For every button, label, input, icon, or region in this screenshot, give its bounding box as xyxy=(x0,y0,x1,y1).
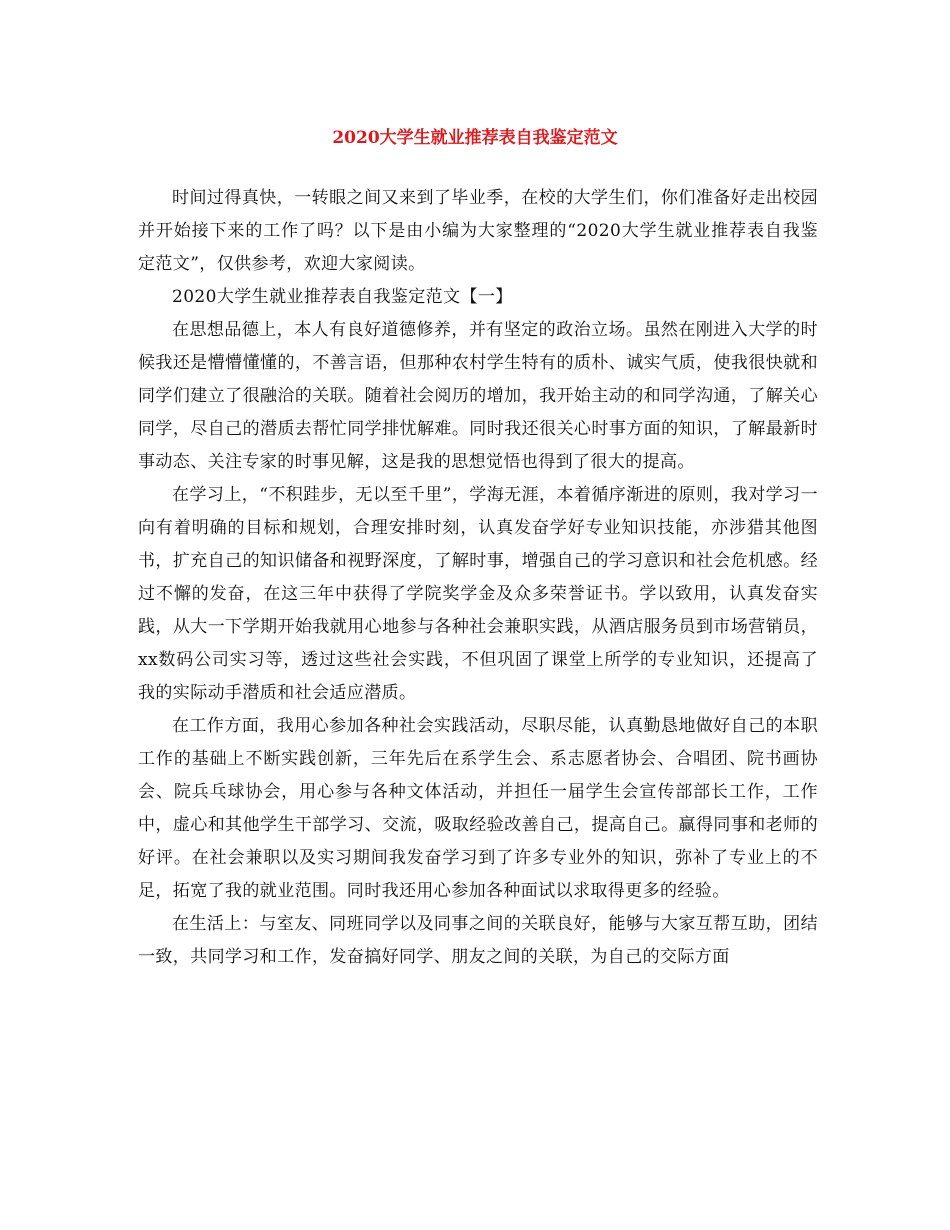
paragraph-ideology: 在思想品德上，本人有良好道德修养，并有坚定的政治立场。虽然在刚进入大学的时候我还是懵懵懂懂的，不善言语，但那种农村学生特有的质朴、诚实气质，使我很快就和同学们建立了很融洽的关联。随着社会阅历的增加，我开始主动的和同学沟通，了解关心同学，尽自己的潜质去帮忙同学排忧解难。同时我还很关心时事方面的知识，了解最新时事动态、关注专家的时事见解，这是我的思想觉悟也得到了很大的提高。 xyxy=(138,320,818,472)
paragraph-work: 在工作方面，我用心参加各种社会实践活动，尽职尽能，认真勤恳地做好自己的本职工作的基础上不断实践创新，三年先后在系学生会、系志愿者协会、合唱团、院书画协会、院兵乓球协会，用心参与各种文体活动，并担任一届学生会宣传部部长工作，工作中，虚心和其他学生干部学习、交流，吸取经验改善自己，提高自己。赢得同事和老师的好评。在社会兼职以及实习期间我发奋学习到了许多专业外的知识，弥补了专业上的不足，拓宽了我的就业范围。同时我还用心参加各种面试以求取得更多的经验。 xyxy=(138,716,818,901)
paragraph-life: 在生活上：与室友、同班同学以及同事之间的关联良好，能够与大家互帮互助，团结一致，共同学习和工作，发奋搞好同学、朋友之间的关联，为自己的交际方面 xyxy=(138,914,818,967)
document-body xyxy=(138,182,818,974)
paragraph-intro: 时间过得真快，一转眼之间又来到了毕业季，在校的大学生们，你们准备好走出校园并开始接下来的工作了吗？以下是由小编为大家整理的“2020大学生就业推荐表自我鉴定范文”，仅供参考，欢迎大家阅读。 xyxy=(138,188,818,274)
paragraph-study: 在学习上，“不积跬步，无以至千里”，学海无涯，本着循序渐进的原则，我对学习一向有着明确的目标和规划，合理安排时刻，认真发奋学好专业知识技能，亦涉猎其他图书，扩充自己的知识储备和视野深度，了解时事，增强自己的学习意识和社会危机感。经过不懈的发奋，在这三年中获得了学院奖学金及众多荣誉证书。学以致用，认真发奋实践，从大一下学期开始我就用心地参与各种社会兼职实践，从酒店服务员到市场营销员，xx数码公司实习等，透过这些社会实践，不但巩固了课堂上所学的专业知识，还提高了我的实际动手潜质和社会适应潜质。 xyxy=(138,485,818,703)
paragraph-section-heading: 2020大学生就业推荐表自我鉴定范文【一】 xyxy=(172,287,513,307)
document-title: 2020大学生就业推荐表自我鉴定范文 xyxy=(332,128,618,148)
